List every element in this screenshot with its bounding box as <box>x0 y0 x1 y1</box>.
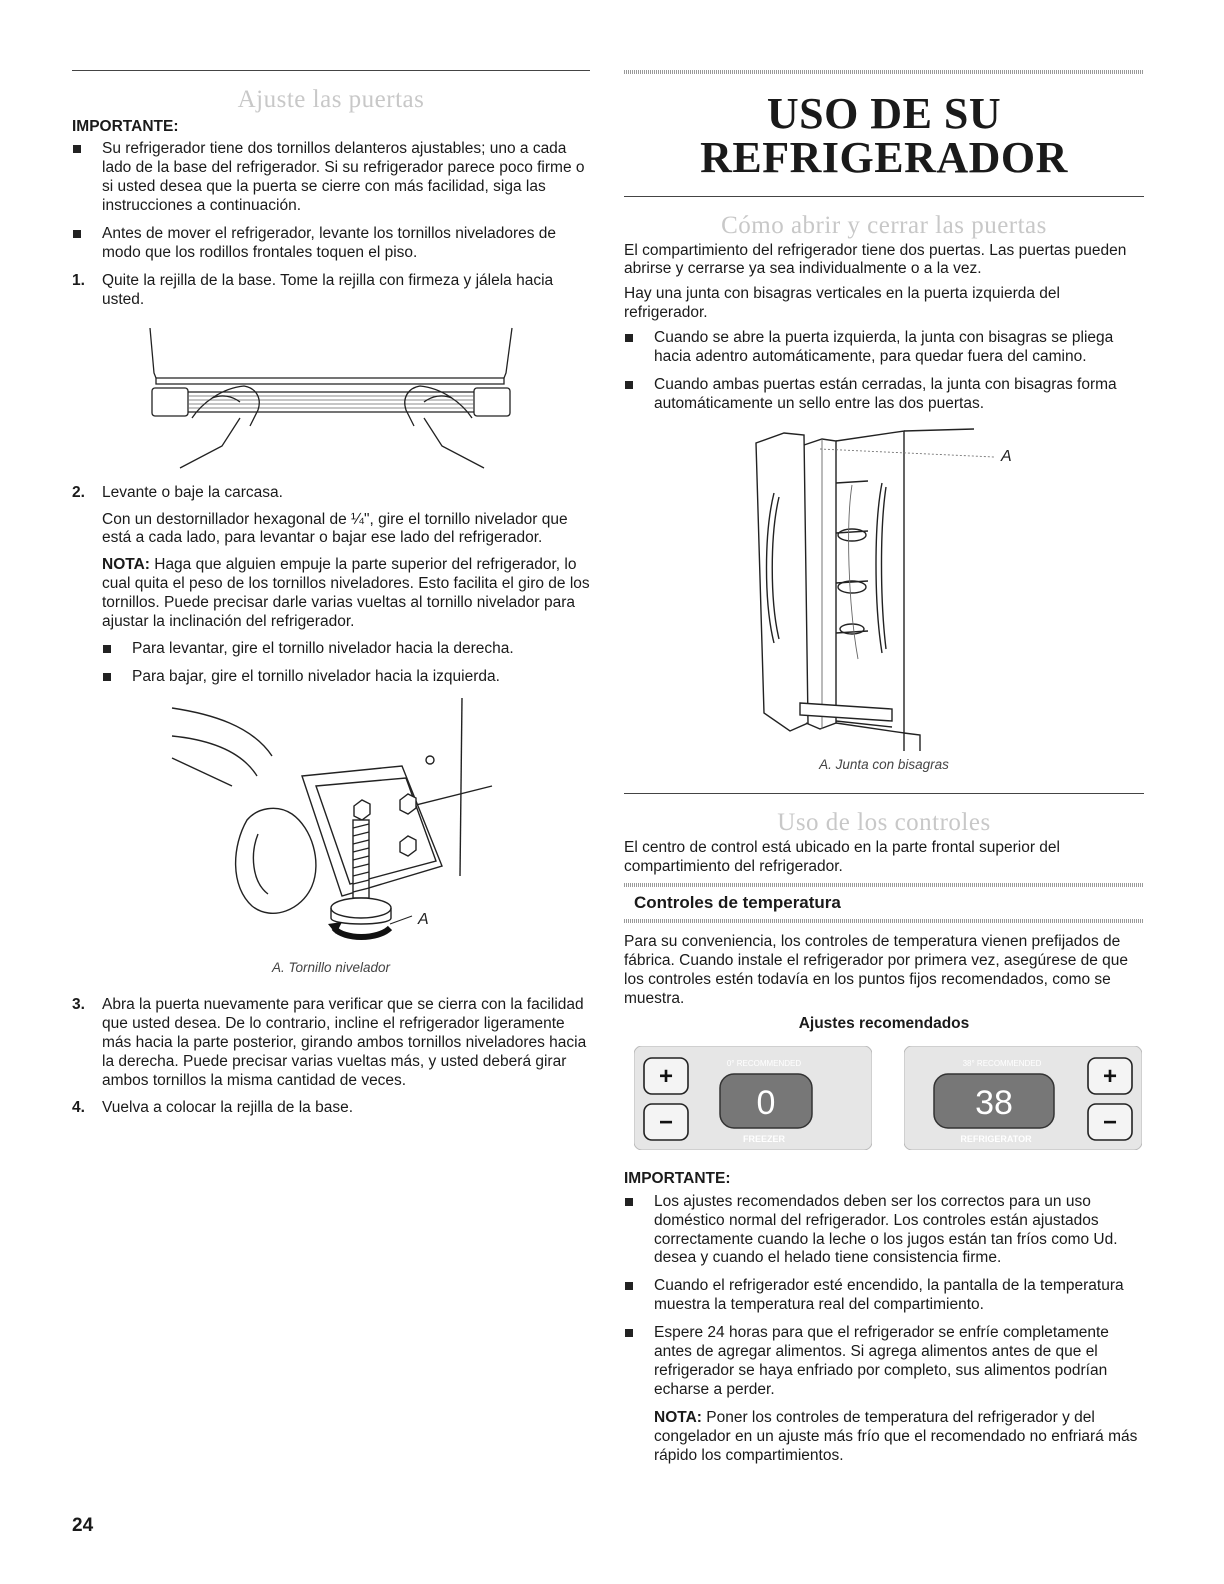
list-item: Cuando se abre la puerta izquierda, la junta con bisagras se pliega hacia adentro automáticamente, para quedar fuera del camino. <box>624 329 1144 367</box>
page-number: 24 <box>72 1515 94 1536</box>
step-text: Levante o baje la carcasa. <box>102 483 283 501</box>
refrigerator-control-panel <box>904 1046 1142 1150</box>
freezer-control-panel <box>634 1046 872 1150</box>
step-2 <box>72 484 590 687</box>
nota <box>102 556 590 632</box>
step-number: 1. <box>72 271 85 289</box>
important-list <box>624 1193 1144 1400</box>
step-number: 4. <box>72 1098 85 1116</box>
control-panels <box>624 1046 1144 1162</box>
list-item: Antes de mover el refrigerador, levante los tornillos niveladores de modo que los rodillos frontales toquen el piso. <box>72 225 590 263</box>
step-3 <box>72 996 590 1091</box>
page-title-line-2: REFRIGERADOR <box>700 133 1068 182</box>
step-text: Abra la puerta nuevamente para verificar que se cierra con la facilidad que usted desea. De lo contrario, incline el refrigerador ligeramente más hacia la parte posterior, girando ambos tornillos niveladores hacia la derecha. Puede precisar varias vueltas más, y usted deberá girar ambos tornillos la misma cantidad de veces. <box>102 996 587 1089</box>
figure-label: A <box>1001 447 1012 465</box>
list-item: Su refrigerador tiene dos tornillos delanteros ajustables; uno a cada lado de la base del refrigerador. Si su refrigerador parece poco firme o si usted desea que la puerta se cierre con más facilidad, siga las instrucciones a continuación. <box>72 140 590 216</box>
freezer-recommended-label: 0° RECOMMENDED <box>726 1058 802 1068</box>
step-4 <box>72 1099 590 1118</box>
plus-icon: + <box>1102 1062 1118 1090</box>
refrigerator-label: REFRIGERATOR <box>960 1133 1032 1144</box>
figure-label: A <box>418 910 429 928</box>
list-item: Espere 24 horas para que el refrigerador se enfríe completamente antes de agregar alimentos. Si agrega alimentos antes de que el refrigerador se haya enfriado por completo, sus alimentos podrían echarse a perder. <box>624 1324 1144 1400</box>
step-number: 3. <box>72 996 85 1014</box>
list-item: Cuando el refrigerador esté encendido, la pantalla de la temperatura muestra la temperatura real del compartimiento. <box>624 1277 1144 1315</box>
subhead-rule-bottom <box>624 919 1144 923</box>
page-title-line-1: USO DE SU <box>766 89 1002 138</box>
list-item: Los ajustes recomendados deben ser los correctos para un uso doméstico normal del refrigerador. Los controles están ajustados correctamente cuando la leche o los jugos están tan fríos como Ud. desea y cuando el helado tiene consistencia firme. <box>624 1193 1144 1269</box>
nota-text: Poner los controles de temperatura del refrigerador y del congelador en un ajuste más frío que el recomendado no enfriará más rápido los compartimientos. <box>654 1408 1138 1464</box>
figure-caption-hinged-seal: A. Junta con bisagras <box>819 756 949 772</box>
nota-label: NOTA: <box>654 1408 702 1426</box>
nota-label: NOTA: <box>102 556 150 574</box>
important-label: IMPORTANTE: <box>624 1169 731 1187</box>
section-title-use-controls: Uso de los controles <box>777 809 991 837</box>
nota <box>624 1409 1144 1466</box>
hinged-seal-illustration <box>624 423 1144 755</box>
section-title-adjust-doors: Ajuste las puertas <box>237 86 425 113</box>
list-item: Para levantar, gire el tornillo nivelador hacia la derecha. <box>102 640 590 659</box>
subhead-temperature-controls: Controles de temperatura <box>634 892 841 912</box>
plus-icon: + <box>658 1062 674 1090</box>
step-number: 2. <box>72 483 85 501</box>
section-rule <box>624 196 1144 197</box>
section-rule <box>72 70 590 71</box>
step-text: Vuelva a colocar la rejilla de la base. <box>102 1098 354 1116</box>
left-column <box>72 70 590 1126</box>
base-grille-illustration <box>72 318 590 478</box>
step-1 <box>72 272 590 310</box>
refrigerator-display: 38 <box>975 1083 1013 1122</box>
important-list <box>72 140 590 262</box>
important-label: IMPORTANTE: <box>72 117 179 135</box>
minus-icon: − <box>1102 1108 1118 1136</box>
nota-text: Haga que alguien empuje la parte superior del refrigerador, lo cual quita el peso de los tornillos niveladores. Esto facilita el giro de los tornillos. Puede precisar darle varias vueltas al tornillo nivelador para ajustar la inclinación del refrigerador. <box>102 556 590 631</box>
section-rule <box>624 793 1144 794</box>
step-2-list <box>102 640 590 687</box>
step-detail: Con un destornillador hexagonal de ¼", gire el tornillo nivelador que está a cada lado, para levantar o bajar ese lado del refrigerador. <box>102 510 568 547</box>
leveling-screw-illustration <box>72 696 590 958</box>
right-column <box>624 70 1144 1471</box>
paragraph: El compartimiento del refrigerador tiene dos puertas. Las puertas pueden abrirse y cerrarse ya sea individualmente o a la vez. <box>624 241 1127 278</box>
list-item: Cuando ambas puertas están cerradas, la junta con bisagras forma automáticamente un sello entre las dos puertas. <box>624 376 1144 414</box>
minus-icon: − <box>658 1108 674 1136</box>
page-title <box>624 89 1144 182</box>
freezer-label: FREEZER <box>742 1133 786 1144</box>
section-title-open-close-doors: Cómo abrir y cerrar las puertas <box>721 212 1047 239</box>
freezer-display: 0 <box>756 1083 776 1122</box>
figure-caption-leveling-screw: A. Tornillo nivelador <box>271 959 391 975</box>
paragraph: Para su conveniencia, los controles de temperatura vienen prefijados de fábrica. Cuando instale el refrigerador por primera vez, asegúrese de que los controles estén todavía en los puntos fijos recomendados, como se muestra. <box>624 933 1129 1007</box>
refrigerator-recommended-label: 38° RECOMMENDED <box>962 1058 1042 1068</box>
paragraph: Hay una junta con bisagras verticales en la puerta izquierda del refrigerador. <box>624 285 1060 322</box>
paragraph: El centro de control está ubicado en la parte frontal superior del compartimiento del refrigerador. <box>624 838 1060 875</box>
list-item: Para bajar, gire el tornillo nivelador hacia la izquierda. <box>102 668 590 687</box>
recommended-settings-title: Ajustes recomendados <box>798 1014 970 1032</box>
step-text: Quite la rejilla de la base. Tome la rejilla con firmeza y jálela hacia usted. <box>102 271 554 308</box>
doors-list <box>624 329 1144 414</box>
title-top-rule <box>624 70 1144 74</box>
